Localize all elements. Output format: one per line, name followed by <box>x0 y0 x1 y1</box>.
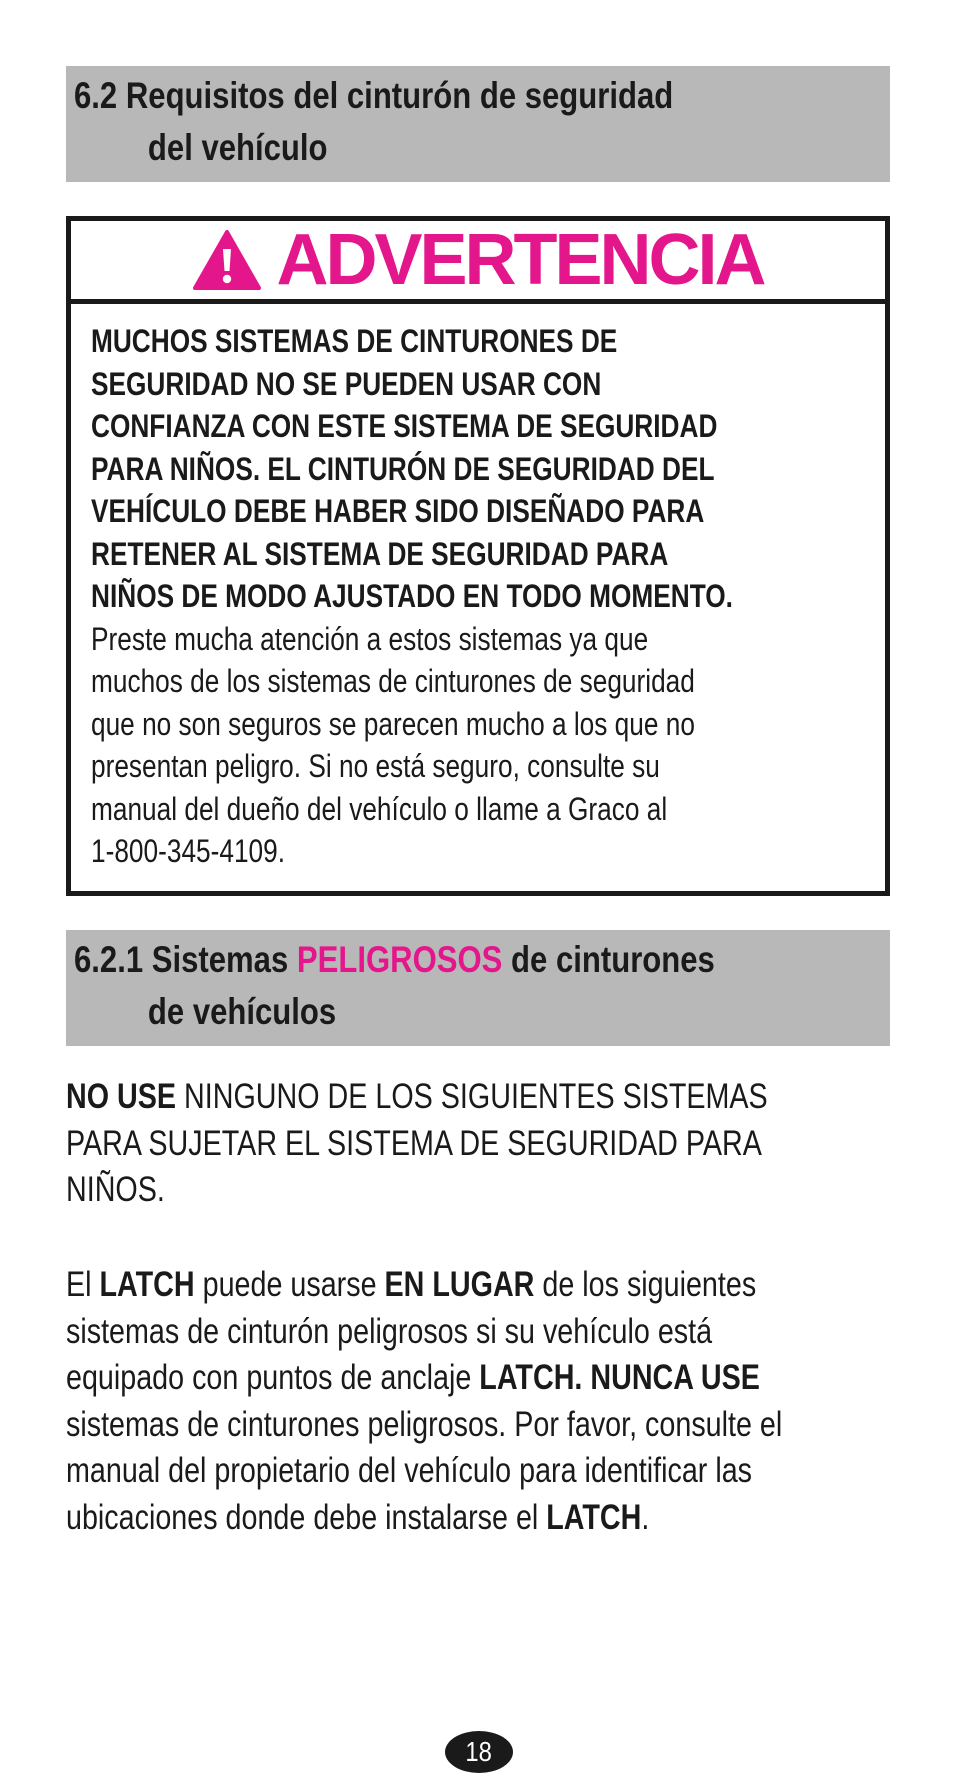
section-title-line-2: del vehículo <box>147 127 328 168</box>
emphasis-text: LATCH <box>546 1497 642 1537</box>
section-title-line-1 <box>74 930 753 986</box>
warning-text-line: Preste mucha atención a estos sistemas ya que <box>91 620 649 657</box>
warning-text-line: presentan peligro. Si no está seguro, consulte su <box>91 748 660 784</box>
paragraph-no-use <box>66 1074 906 1214</box>
warning-text-line: 1-800-345-4109. <box>91 833 286 869</box>
warning-bold-line: VEHÍCULO DEBE HABER SIDO DISEÑADO PARA <box>91 493 705 529</box>
warning-text-line: muchos de los sistemas de cinturones de seguridad <box>91 663 695 699</box>
body-text: NINGUNO DE LOS SIGUIENTES SISTEMAS <box>184 1077 768 1116</box>
emphasis-text: LATCH. NUNCA USE <box>479 1358 760 1397</box>
emphasis-text: EN LUGAR <box>384 1265 535 1304</box>
paragraph-latch <box>66 1262 906 1541</box>
body-text: El <box>66 1265 92 1304</box>
section-header-6-2-1 <box>66 930 890 1046</box>
paragraph-line: manual del propietario del vehículo para identificar las <box>66 1451 753 1490</box>
warning-bold-line: NIÑOS DE MODO AJUSTADO EN TODO MOMENTO. <box>91 578 733 614</box>
paragraph-line <box>66 1495 755 1542</box>
paragraph-line <box>66 1074 768 1121</box>
section-title-line-2: de vehículos <box>147 991 337 1032</box>
warning-bold-line: SEGURIDAD NO SE PUEDEN USAR CON <box>91 365 602 402</box>
paragraph-line <box>66 1262 755 1309</box>
body-text: ubicaciones donde debe instalarse el <box>66 1497 539 1537</box>
section-header-6-2 <box>66 66 890 182</box>
emphasis-text: NO USE <box>66 1077 177 1116</box>
section-title-post: de cinturones <box>511 939 715 980</box>
body-text: equipado con puntos de anclaje <box>66 1358 472 1397</box>
warning-bold-line: CONFIANZA CON ESTE SISTEMA DE SEGURIDAD <box>91 408 718 444</box>
section-title-pre: Sistemas <box>151 939 289 980</box>
paragraph-line: NIÑOS. <box>66 1170 165 1209</box>
warning-bold-line: PARA NIÑOS. EL CINTURÓN DE SEGURIDAD DEL <box>91 450 715 487</box>
body-text: puede usarse <box>202 1265 377 1304</box>
body-text: de los siguientes <box>542 1265 757 1304</box>
section-number: 6.2.1 <box>74 939 144 980</box>
warning-title: ADVERTENCIA <box>276 220 764 300</box>
section-title-line-1 <box>74 66 753 122</box>
body-text: . <box>641 1497 650 1537</box>
page-number-text: 18 <box>465 1736 493 1767</box>
warning-bold-line: MUCHOS SISTEMAS DE CINTURONES DE <box>91 323 618 359</box>
warning-text-line: que no son seguros se parecen mucho a los que no <box>91 705 695 742</box>
section-title-accent: PELIGROSOS <box>296 939 503 980</box>
warning-text-line: manual del dueño del vehículo o llame a Graco al <box>91 790 668 827</box>
warning-header <box>71 221 885 304</box>
paragraph-line: PARA SUJETAR EL SISTEMA DE SEGURIDAD PARA <box>66 1123 762 1163</box>
warning-triangle-icon <box>192 229 262 291</box>
warning-box <box>66 216 890 896</box>
page-number <box>445 1731 513 1773</box>
paragraph-line <box>66 1355 760 1402</box>
paragraph-line: sistemas de cinturones peligrosos. Por favor, consulte el <box>66 1404 783 1444</box>
warning-bold-line: RETENER AL SISTEMA DE SEGURIDAD PARA <box>91 535 669 572</box>
emphasis-text: LATCH <box>99 1265 195 1304</box>
paragraph-line: sistemas de cinturón peligrosos si su vehículo está <box>66 1311 713 1351</box>
warning-body <box>71 304 885 873</box>
section-title: Requisitos del cinturón de seguridad <box>125 75 674 116</box>
section-number: 6.2 <box>74 75 118 116</box>
